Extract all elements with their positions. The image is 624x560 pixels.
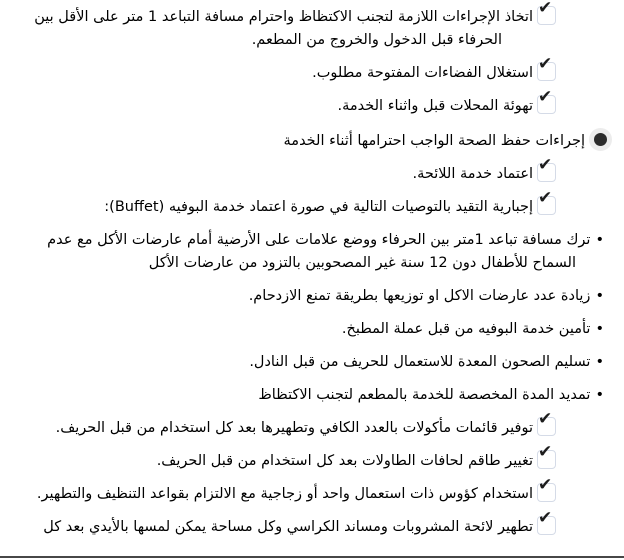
item-text: تطهير لائحة المشروبات ومساند الكراسي وكل مساحة يمكن لمسها بالأيدي بعد كل [43,519,533,535]
item-text: تأمين خدمة البوفيه من قبل عملة المطبخ. [341,321,591,337]
check-mark-glyph: ✔ [538,508,553,528]
bullet-icon: • [595,232,604,248]
checkbox-checked-icon[interactable] [537,188,556,215]
check-mark-glyph: ✔ [538,155,553,175]
item-text: اتخاذ الإجراءات اللازمة لتجنب الاكتظاظ واحترام مسافة التباعد 1 متر على الأقل بين الحرفاء قبل الدخول والخروج من المطعم. [34,9,533,48]
item-text: تمديد المدة المخصصة للخدمة بالمطعم لتجنب الاكتظاظ [258,387,591,403]
checkbox-checked-icon[interactable] [537,409,556,436]
checklist-item [0,351,624,374]
bullet-icon: • [595,387,604,403]
checkbox-checked-icon[interactable] [537,87,556,114]
item-text: إجبارية التقيد بالتوصيات التالية في صورة اعتماد خدمة البوفيه (Buffet): [104,199,533,215]
bullet-icon: • [595,288,604,304]
bottom-divider [0,556,624,558]
checklist-item [0,229,624,275]
item-text: ترك مسافة تباعد 1متر بين الحرفاء ووضع علامات على الأرضية أمام عارضات الأكل مع عدم السماح للأطفال دون 12 سنة غير المصحوبين بالتزود من عارضات الأكل [47,232,591,271]
check-mark-glyph: ✔ [538,475,553,495]
checklist-item [0,318,624,341]
checklist-item [0,508,624,539]
checklist-item [0,384,624,407]
checklist-item [0,409,624,440]
checkbox-checked-icon[interactable] [537,54,556,81]
item-text: إجراءات حفظ الصحة الواجب احترامها أثناء الخدمة [283,133,585,149]
item-text: اعتماد خدمة اللائحة. [412,166,533,182]
checkbox-checked-icon[interactable] [537,442,556,469]
check-mark-glyph: ✔ [538,0,553,18]
checklist-item [0,285,624,308]
bullet-icon: • [595,354,604,370]
checklist-item [0,87,624,118]
checklist-item [0,155,624,186]
checklist-item [0,128,624,153]
item-text: تهوئة المحلات قبل واثناء الخدمة. [337,98,533,114]
item-text: استخدام كؤوس ذات استعمال واحد أو زجاجية مع الالتزام بقواعد التنظيف والتطهير. [36,486,533,502]
item-text: تسليم الصحون المعدة للاستعمال للحريف من قبل النادل. [249,354,591,370]
checklist-item [0,54,624,85]
checkbox-checked-icon[interactable] [537,508,556,535]
item-text: توفير قائمات مأكولات بالعدد الكافي وتطهيرها بعد كل استخدام من قبل الحريف. [55,420,533,436]
check-mark-glyph: ✔ [538,442,553,462]
item-text: استغلال الفضاءات المفتوحة مطلوب. [312,65,533,81]
check-mark-glyph: ✔ [538,188,553,208]
checkbox-checked-icon[interactable] [537,155,556,182]
radio-selected-icon[interactable] [589,128,612,151]
checkbox-checked-icon[interactable] [537,0,556,25]
checklist-item [0,188,624,219]
check-mark-glyph: ✔ [538,409,553,429]
checklist-item [0,0,624,52]
check-mark-glyph: ✔ [538,54,553,74]
checklist-item [0,442,624,473]
item-text: زيادة عدد عارضات الاكل او توزيعها بطريقة تمنع الازدحام. [248,288,591,304]
checkbox-checked-icon[interactable] [537,475,556,502]
check-mark-glyph: ✔ [538,87,553,107]
item-text: تغيير طاقم لحافات الطاولات بعد كل استخدام من قبل الحريف. [156,453,533,469]
checklist-item [0,475,624,506]
bullet-icon: • [595,321,604,337]
